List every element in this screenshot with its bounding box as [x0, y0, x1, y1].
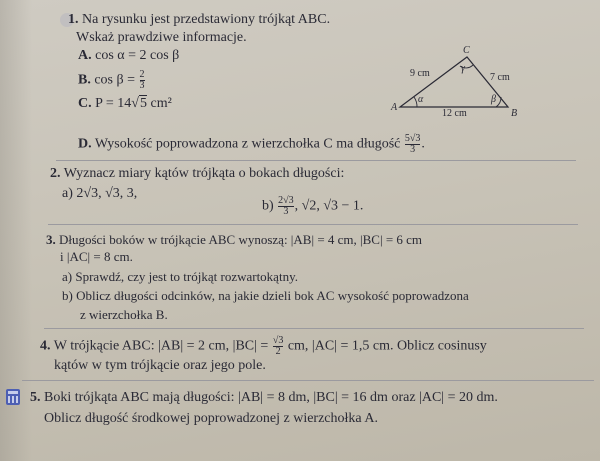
task4-text: W trójkącie ABC: |AB| = 2 cm, |BC| =	[53, 338, 269, 354]
option-text: Wysokość poprowadzona z wierzchołka C ma długość	[94, 136, 401, 152]
part-label: a)	[62, 186, 73, 201]
option-letter: C.	[78, 96, 92, 111]
radicand: 5	[139, 96, 147, 111]
option-text: cos β =	[94, 72, 136, 88]
task1-number: 1.	[68, 12, 79, 27]
task2-text: Wyznacz miary kątów trójkąta o bokach długości:	[63, 166, 345, 181]
task1-option-d	[78, 134, 425, 155]
task3-line1	[46, 232, 422, 248]
task1-text: Na rysunku jest przedstawiony trójkąt ABC.	[82, 12, 331, 27]
angle-gamma-label: γ	[461, 63, 465, 74]
numerator: 2√3	[278, 195, 294, 206]
task3-number: 3.	[46, 232, 56, 247]
divider	[56, 160, 576, 161]
numerator: √3	[272, 335, 284, 346]
numerator: 5√3	[404, 133, 421, 144]
angle-alpha-arc	[414, 97, 417, 107]
side-bc-label: 7 cm	[490, 72, 510, 83]
task3-part-b	[62, 288, 469, 304]
fraction	[405, 134, 421, 155]
task1-option-b	[78, 70, 146, 91]
option-letter: D.	[78, 136, 92, 152]
fraction	[273, 336, 284, 357]
task4-line1	[40, 336, 487, 357]
task3-part-b-line2: z wierzchołka B.	[80, 307, 168, 322]
task5-line1	[30, 390, 498, 406]
task4-number: 4.	[40, 338, 51, 354]
calculator-icon	[6, 389, 20, 405]
angle-beta-label: β	[491, 94, 496, 105]
angle-alpha-label: α	[418, 94, 424, 105]
divider	[44, 328, 584, 329]
side-ac-label: 9 cm	[410, 68, 430, 79]
period: .	[421, 136, 425, 152]
task1-option-c: C. P = 14√5 cm²	[78, 96, 172, 111]
part-text: , √2, √3 − 1.	[294, 198, 364, 214]
task1-option-a	[78, 48, 179, 64]
unit: cm²	[150, 96, 172, 111]
vertex-a-label: A	[391, 102, 398, 113]
denominator: 3	[278, 206, 294, 217]
part-text: Oblicz długości odcinków, na jakie dzieli bok AC wysokość poprowadzona	[76, 288, 469, 303]
task3-line2: i |AC| = 8 cm.	[60, 249, 133, 264]
side-ab-label: 12 cm	[442, 108, 467, 119]
task3-part-a	[62, 269, 298, 285]
option-text: P = 14	[95, 96, 132, 111]
task3-text: Długości boków w trójkącie ABC wynoszą: |AB| = 4 cm, |BC| = 6 cm	[59, 232, 423, 247]
numerator: 2	[139, 69, 145, 80]
part-label: a)	[62, 269, 73, 284]
part-label: b)	[62, 288, 73, 303]
fraction	[278, 196, 294, 217]
task5-text: Boki trójkąta ABC mają długości: |AB| = 8 dm, |BC| = 16 dm oraz |AC| = 20 dm.	[44, 390, 498, 405]
task2-number: 2.	[50, 166, 61, 181]
task4-text-cont: cm, |AC| = 1,5 cm. Oblicz cosinusy	[287, 338, 487, 354]
option-letter: B.	[78, 72, 91, 88]
angle-beta-arc	[496, 97, 501, 107]
part-text: Sprawdź, czy jest to trójkąt rozwartokątny.	[75, 269, 298, 284]
denominator: 3	[405, 144, 421, 155]
task4-line2: kątów w tym trójkącie oraz jego pole.	[54, 358, 266, 373]
denominator: 3	[139, 80, 145, 91]
task2-part-b	[262, 196, 363, 217]
task2-line	[50, 166, 344, 182]
denominator: 2	[273, 346, 284, 357]
fraction	[140, 70, 145, 91]
task5-number: 5.	[30, 390, 41, 405]
option-letter: A.	[78, 48, 92, 63]
vertex-c-label: C	[463, 45, 470, 56]
part-label: b)	[262, 198, 274, 214]
task2-part-a	[62, 186, 137, 202]
task5-line2: Oblicz długość środkowej poprowadzonej z wierzchołka A.	[44, 411, 378, 426]
divider	[48, 224, 578, 225]
option-text: cos α = 2 cos β	[95, 48, 180, 63]
vertex-b-label: B	[511, 108, 518, 119]
task1-line2: Wskaż prawdziwe informacje.	[76, 30, 247, 45]
divider	[22, 380, 594, 381]
task1-line1	[68, 12, 330, 28]
part-text: 2√3, √3, 3,	[76, 186, 138, 201]
